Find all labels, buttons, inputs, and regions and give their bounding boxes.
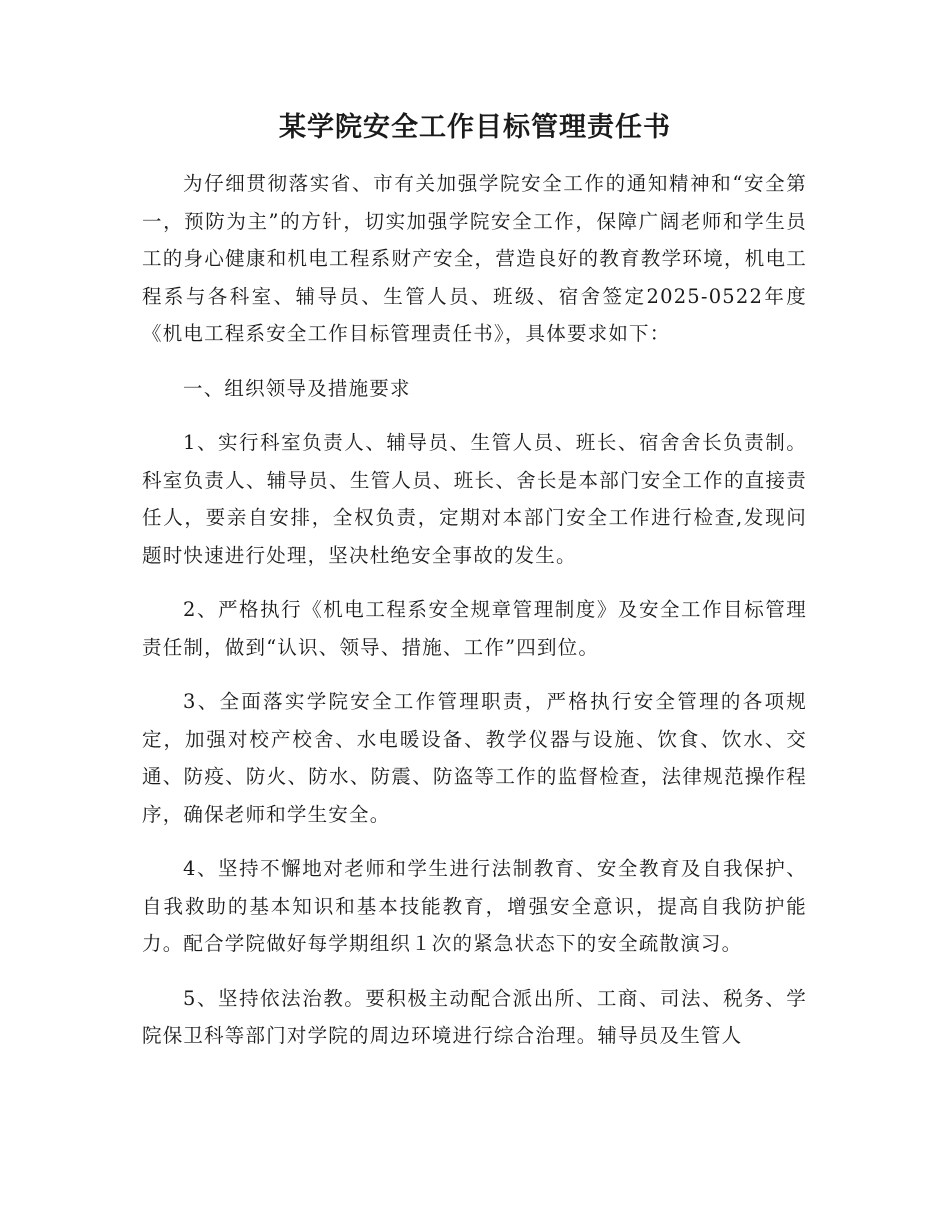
item-paragraph-4: 4、坚持不懈地对老师和学生进行法制教育、安全教育及自我保护、自我救助的基本知识和基本技能教育，增强安全意识，提高自我防护能力。配合学院做好每学期组织１次的紧急状态下的安全疏散演习。 — [142, 857, 807, 955]
intro-paragraph: 为仔细贯彻落实省、市有关加强学院安全工作的通知精神和“安全第一，预防为主”的方针，切实加强学院安全工作，保障广阔老师和学生员工的身心健康和机电工程系财产安全，营造良好的教育教学环境，机电工程系与各科室、辅导员、生管人员、班级、宿舍签定2025-0522年度《机电工程系安全工作目标管理责任书》，具体要求如下： — [142, 172, 807, 345]
section-heading: 一、组织领导及措施要求 — [183, 376, 411, 400]
document-title: 某学院安全工作目标管理责任书 — [279, 112, 671, 143]
item-paragraph-1: 1、实行科室负责人、辅导员、生管人员、班长、宿舍舍长负责制。科室负责人、辅导员、生管人员、班长、舍长是本部门安全工作的直接责任人，要亲自安排，全权负责，定期对本部门安全工作进行检查,发现问题时快速进行处理，坚决杜绝安全事故的发生。 — [142, 431, 807, 567]
document-body — [142, 165, 807, 1072]
item-paragraph-3: 3、全面落实学院安全工作管理职责，严格执行安全管理的各项规定，加强对校产校舍、水电暖设备、教学仪器与设施、饮食、饮水、交通、防疫、防火、防水、防震、防盗等工作的监督检查，法律规范操作程序，确保老师和学生安全。 — [142, 690, 807, 826]
item-paragraph-2: 2、严格执行《机电工程系安全规章管理制度》及安全工作目标管理责任制，做到“认识、领导、措施、工作”四到位。 — [142, 598, 807, 659]
item-paragraph-5: 5、坚持依法治教。要积极主动配合派出所、工商、司法、税务、学院保卫科等部门对学院的周边环境进行综合治理。辅导员及生管人 — [142, 986, 807, 1047]
